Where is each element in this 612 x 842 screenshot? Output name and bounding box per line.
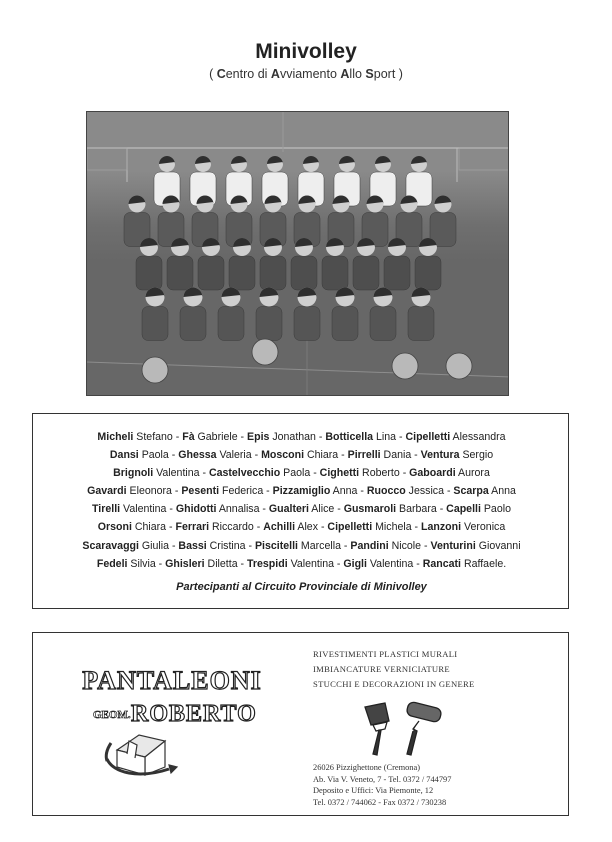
child-figure xyxy=(370,307,396,341)
participants-line: Fedeli Silvia - Ghisleri Diletta - Trespidi Valentina - Gigli Valentina - Rancati Raffaele. xyxy=(96,557,507,570)
participant-surname: Scaravaggi xyxy=(82,539,139,552)
participant-firstname: Silvia xyxy=(127,557,156,570)
participant-surname: Scarpa xyxy=(453,485,489,498)
service-line: RIVESTIMENTI PLASTICI MURALI xyxy=(313,649,458,659)
subtitle-part: S xyxy=(365,67,374,81)
volleyball xyxy=(142,357,168,383)
participant-firstname: Marcella xyxy=(297,539,341,552)
participants-line: Gavardi Eleonora - Pesenti Federica - Pizzamiglio Anna - Ruocco Jessica - Scarpa Anna xyxy=(87,485,516,498)
participant-firstname: Federica xyxy=(219,485,264,498)
participant-surname: Gualteri xyxy=(268,503,309,516)
pantaleoni-logo xyxy=(77,655,267,779)
participant-surname: Botticella xyxy=(325,431,374,443)
participant-surname: Epis xyxy=(247,431,270,443)
participant-surname: Gusmaroli xyxy=(343,503,397,516)
participant-surname: Ghessa xyxy=(178,449,217,462)
participant-firstname: Dania xyxy=(380,449,412,462)
participant-firstname: Cristina xyxy=(206,539,246,552)
service-line: STUCCHI E DECORAZIONI IN GENERE xyxy=(313,679,475,689)
child-figure xyxy=(229,256,255,290)
participant-firstname: Giovanni xyxy=(475,539,521,552)
child-figure xyxy=(256,307,282,341)
participant-firstname: Lina xyxy=(373,431,397,443)
page-title: Minivolley xyxy=(255,40,357,63)
participant-surname: Micheli xyxy=(97,431,134,443)
child-figure xyxy=(198,256,224,290)
logo-title: GEOM. xyxy=(93,709,131,721)
participant-firstname: Eleonora xyxy=(126,485,172,498)
volleyball xyxy=(252,339,278,365)
participants-box xyxy=(32,413,569,609)
participant-firstname: Giulia xyxy=(138,539,169,552)
participant-surname: Achilli xyxy=(263,521,296,534)
child-figure xyxy=(353,256,379,290)
participant-surname: Ruocco xyxy=(366,485,406,498)
participants-line: Dansi Paola - Ghessa Valeria - Mosconi Chiara - Pirrelli Dania - Ventura Sergio xyxy=(109,449,494,462)
participant-surname: Cipelletti xyxy=(405,431,451,443)
participant-firstname: Paolo xyxy=(480,503,511,516)
participant-surname: Cipelletti xyxy=(327,521,373,534)
participant-firstname: Veronica xyxy=(461,521,506,534)
child-figure xyxy=(332,307,358,341)
subtitle-part: vviamento xyxy=(279,67,341,81)
participant-firstname: Jessica xyxy=(405,485,444,498)
company-address xyxy=(313,762,563,808)
participants-line: Brignoli Valentina - Castelvecchio Paola - Cighetti Roberto - Gaboardi Aurora xyxy=(113,467,490,480)
participant-surname: Ventura xyxy=(420,449,460,462)
logo-surname: ROBERTO xyxy=(131,701,257,727)
participant-firstname: Jonathan xyxy=(269,431,316,443)
participant-surname: Ghisleri xyxy=(165,557,205,570)
participant-firstname: Gabriele xyxy=(194,431,238,443)
participant-surname: Bassi xyxy=(178,539,207,552)
participant-surname: Rancati xyxy=(422,557,461,570)
participant-surname: Tirelli xyxy=(92,503,121,516)
participants-list xyxy=(33,428,570,573)
child-figure xyxy=(260,256,286,290)
participant-surname: Lanzoni xyxy=(421,521,462,534)
participant-surname: Dansi xyxy=(109,449,139,462)
participant-surname: Brignoli xyxy=(113,467,154,480)
subtitle-part: A xyxy=(340,67,350,81)
participant-firstname: Valentina xyxy=(366,557,414,570)
child-figure xyxy=(291,256,317,290)
participant-firstname: Sergio xyxy=(459,449,494,462)
participant-firstname: Michela xyxy=(372,521,412,534)
subtitle-part: ( xyxy=(209,67,217,81)
child-figure xyxy=(415,256,441,290)
participant-firstname: Valentina xyxy=(153,467,200,480)
participant-firstname: Aurora xyxy=(455,467,490,480)
participant-firstname: Raffaele. xyxy=(461,557,507,570)
participant-surname: Fà xyxy=(182,431,195,443)
participants-line: Tirelli Valentina - Ghidotti Annalisa - Gualteri Alice - Gusmaroli Barbara - Capelli Paolo xyxy=(92,503,511,516)
participant-surname: Pesenti xyxy=(181,485,220,498)
child-figure xyxy=(294,307,320,341)
address-line: Tel. 0372 / 744062 - Fax 0372 / 730238 xyxy=(313,797,447,807)
house-icon xyxy=(106,735,177,775)
participant-surname: Pirrelli xyxy=(347,449,381,462)
participant-firstname: Paola xyxy=(280,467,311,480)
participants-line: Micheli Stefano - Fà Gabriele - Epis Jonathan - Botticella Lina - Cipelletti Alessandra xyxy=(97,431,506,443)
participants-caption: Partecipanti al Circuito Provinciale di Minivolley xyxy=(176,581,427,593)
address-line: Deposito e Uffici: Via Piemonte, 12 xyxy=(313,786,434,795)
child-figure xyxy=(180,307,206,341)
participant-surname: Gaboardi xyxy=(409,467,456,480)
address-line: 26026 Pizzighettone (Cremona) xyxy=(313,763,420,772)
participant-surname: Ghidotti xyxy=(175,503,217,516)
child-figure xyxy=(384,256,410,290)
page-subtitle xyxy=(0,67,612,81)
participants-line: Orsoni Chiara - Ferrari Riccardo - Achilli Alex - Cipelletti Michela - Lanzoni Veronica xyxy=(97,521,506,534)
service-line: IMBIANCATURE VERNICIATURE xyxy=(313,664,450,674)
child-figure xyxy=(136,256,162,290)
participant-firstname: Valentina xyxy=(120,503,167,516)
participant-surname: Orsoni xyxy=(97,521,132,534)
participant-surname: Castelvecchio xyxy=(208,467,281,480)
volleyball xyxy=(392,353,418,379)
participant-firstname: Stefano xyxy=(133,431,173,443)
advertisement xyxy=(32,632,569,816)
participant-surname: Gavardi xyxy=(87,485,127,498)
participant-surname: Pandini xyxy=(350,539,389,552)
participant-firstname: Alice xyxy=(308,503,335,516)
child-figure xyxy=(322,256,348,290)
participant-surname: Mosconi xyxy=(261,449,305,462)
participant-surname: Piscitelli xyxy=(254,539,298,552)
participant-surname: Fedeli xyxy=(96,557,128,570)
subtitle-part: llo xyxy=(349,67,366,81)
participant-firstname: Valentina xyxy=(287,557,334,570)
participant-surname: Cighetti xyxy=(319,467,360,480)
participant-firstname: Riccardo xyxy=(209,521,254,534)
volleyball xyxy=(446,353,472,379)
participant-surname: Trespidi xyxy=(247,557,288,570)
child-figure xyxy=(218,307,244,341)
subtitle-part: A xyxy=(270,67,280,81)
participant-firstname: Anna xyxy=(488,485,516,498)
child-figure xyxy=(142,307,168,341)
participant-firstname: Alex xyxy=(295,521,318,534)
participant-firstname: Barbara xyxy=(396,503,437,516)
team-photo xyxy=(86,111,509,396)
participant-firstname: Anna xyxy=(330,485,358,498)
participant-firstname: Paola xyxy=(138,449,169,462)
child-figure xyxy=(167,256,193,290)
team-photo-drawing xyxy=(87,112,509,396)
address-line: Ab. Via V. Veneto, 7 - Tel. 0372 / 744797 xyxy=(313,774,452,784)
participant-surname: Capelli xyxy=(446,503,481,516)
subtitle-part: entro di xyxy=(225,67,271,81)
participant-surname: Ferrari xyxy=(175,521,210,534)
subtitle-part: C xyxy=(216,67,226,81)
child-figure xyxy=(408,307,434,341)
participant-firstname: Nicole xyxy=(388,539,422,552)
participant-firstname: Chiara xyxy=(304,449,339,462)
participant-firstname: Alessandra xyxy=(450,431,506,443)
services-list xyxy=(313,647,563,692)
participant-firstname: Valeria xyxy=(216,449,252,462)
participant-firstname: Chiara xyxy=(131,521,167,534)
participant-firstname: Diletta xyxy=(204,557,238,570)
participants-line: Scaravaggi Giulia - Bassi Cristina - Piscitelli Marcella - Pandini Nicole - Venturini Giovanni xyxy=(82,539,521,552)
participant-firstname: Annalisa xyxy=(216,503,260,516)
brush-roller-icon xyxy=(359,699,449,759)
participant-surname: Venturini xyxy=(430,539,476,552)
participant-surname: Pizzamiglio xyxy=(272,485,331,498)
subtitle-part: port ) xyxy=(373,67,403,81)
participant-surname: Gigli xyxy=(343,557,367,570)
participant-firstname: Roberto xyxy=(359,467,400,480)
logo-name: PANTALEONI xyxy=(82,666,262,695)
